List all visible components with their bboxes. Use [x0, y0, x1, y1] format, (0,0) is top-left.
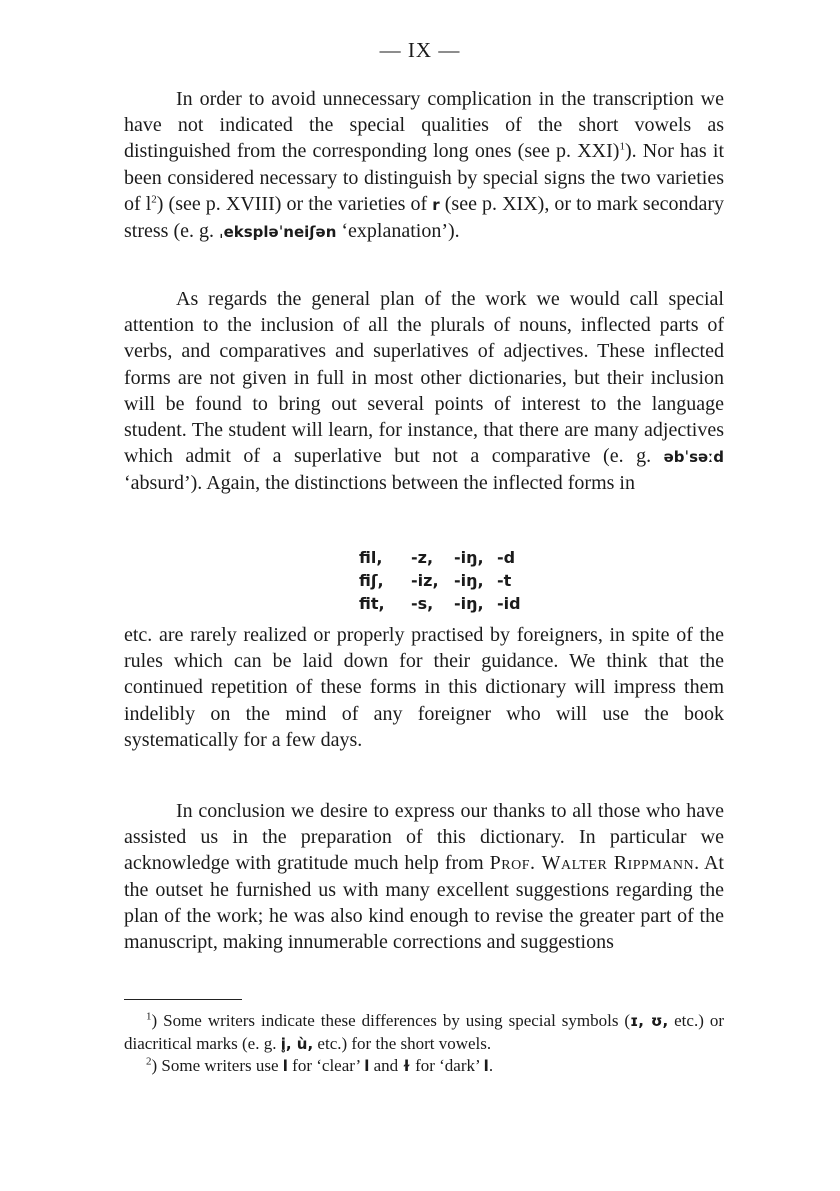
footnotes [124, 1010, 724, 1078]
phonetic-example: ˌekspləˈneiʃən [218, 223, 337, 242]
form-row: fiʃ, -iz, -iŋ, -t [359, 571, 512, 590]
inflected-forms-table [359, 546, 521, 615]
footnote-1: $^1$) Some writers indicate these differences by using special symbols (ɪ, ʊ, etc.) or diacritical marks (e. g. i̥, ù, etc.) for the short vowels. [124, 1010, 724, 1053]
phonetic-example: əbˈsəːd [663, 448, 724, 467]
footnote-ref-2: 2 [151, 193, 157, 206]
paragraph-acknowledgements: In conclusion we desire to express our thanks to all those who have assisted us in the preparation of this dictionary. In particular we acknowledge with gratitude much help from Prof. Walter Rippmann. At the outset he furnished us with many excellent suggestions regarding the plan of the work; he was also kind enough to revise the greater part of the manuscript, making innumerable corrections and suggestions [124, 800, 724, 954]
footnote-2: $^2$) Some writers use l for ‘clear’ l and ɫ for ‘dark’ l. [146, 1055, 494, 1075]
form-row: fil, -z, -iŋ, -d [359, 548, 516, 567]
form-row: fit, -s, -iŋ, -id [359, 594, 521, 613]
footnote-ref-1: 1 [619, 140, 625, 153]
paragraph-foreigners: etc. are rarely realized or properly practised by foreigners, in spite of the rules which can be laid down for their guidance. We think that the continued repetition of these forms in this dictionary will impress them indelibly on the mind of any foreigner who will use the book systematically for a few days. [124, 624, 724, 751]
footnote-divider [124, 999, 242, 1000]
page-number: — IX — [379, 38, 461, 62]
paragraph-transcription: In order to avoid unnecessary complication in the transcription we have not indicated the special qualities of the short vowels as distinguished from the corresponding long ones (see p. XXI)$^1$). Nor has it been considered necessary to distinguish by special signs the two varieties of $l^2$) (see p. XVIII) or the varieties of r (see p. XIX), or to mark secondary stress (e. g. ˌekspləˈneiʃən ‘explanation’). [124, 88, 725, 243]
acknowledged-person: Prof. Walter Rippmann [489, 852, 695, 875]
r-symbol: r [432, 195, 440, 214]
paragraph-general-plan: As regards the general plan of the work we would call special attention to the inclusion of all the plurals of nouns, inflected parts of verbs, and comparatives and superlatives of adjectives. These inflected forms are not given in full in most other dictionaries, but their inclusion will be found to bring out several points of interest to the language student. The student will learn, for instance, that there are many adjectives which admit of a superlative but not a comparative (e. g. əbˈsəːd ‘absurd’). Again, the distinctions between the inflected forms in [124, 288, 724, 495]
